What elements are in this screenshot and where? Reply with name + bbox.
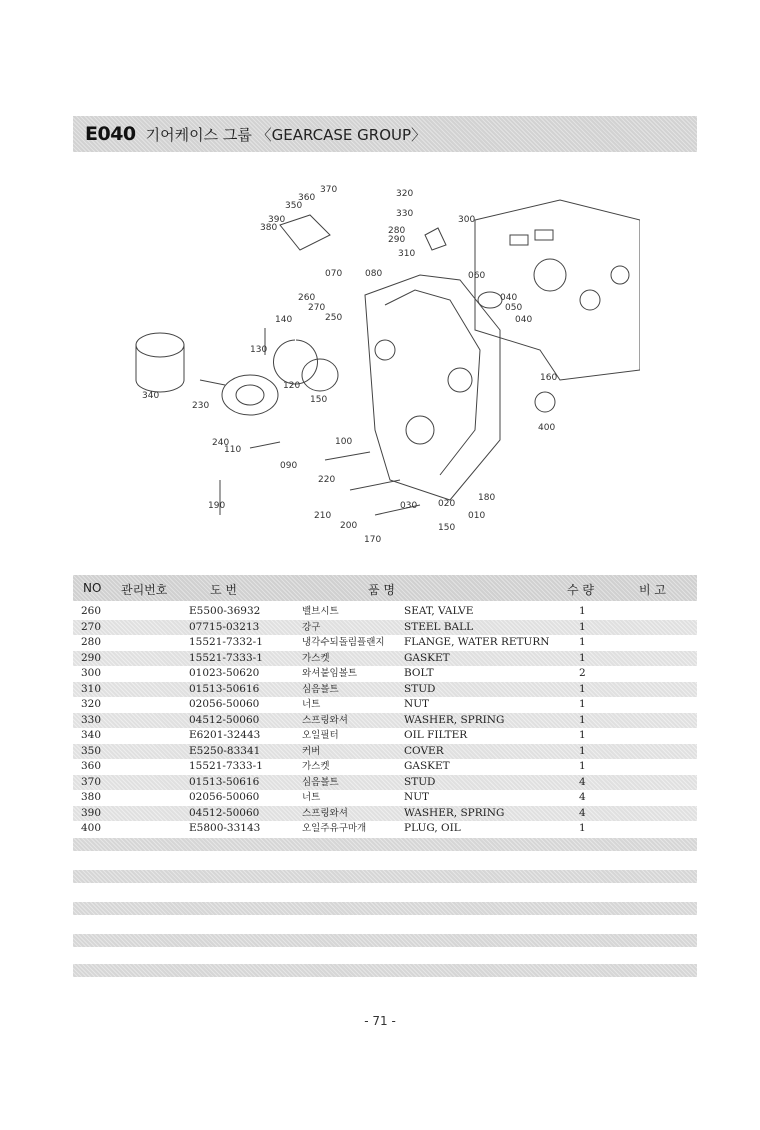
cell-korean-name: 너트 [302, 792, 321, 803]
cell-no: 340 [81, 729, 102, 741]
svg-text:270: 270 [308, 303, 326, 313]
cell-quantity: 4 [579, 775, 586, 788]
cell-quantity: 1 [579, 620, 586, 633]
svg-text:300: 300 [458, 215, 476, 225]
cell-no: 300 [81, 667, 102, 679]
cell-no: 350 [81, 744, 102, 757]
cell-korean-name: 강구 [302, 621, 321, 633]
table-row [73, 620, 697, 636]
cell-korean-name: 심음볼트 [302, 683, 339, 695]
cell-quantity: 1 [579, 713, 586, 726]
table-row [73, 682, 697, 698]
table-row [73, 759, 697, 775]
header-drawing-number: 도 번 [210, 583, 237, 597]
table-row [73, 806, 697, 822]
svg-text:400: 400 [538, 423, 556, 433]
svg-text:350: 350 [285, 201, 303, 211]
header-mgmt-number: 관리번호 [121, 583, 168, 597]
parts-table-body [73, 604, 697, 837]
cell-quantity: 1 [579, 729, 586, 741]
cell-part-number: 04512-50060 [189, 806, 260, 819]
cell-quantity: 1 [579, 698, 586, 710]
svg-text:010: 010 [468, 511, 486, 521]
cell-korean-name: 와셔붙임볼트 [302, 668, 358, 679]
cell-korean-name: 커버 [302, 745, 321, 757]
cell-part-number: 01023-50620 [189, 667, 260, 679]
svg-text:200: 200 [340, 521, 358, 531]
cell-korean-name: 오일필터 [302, 730, 339, 741]
cell-english-name: NUT [404, 791, 430, 803]
section-title: 기어케이스 그룹 〈GEARCASE GROUP〉 [145, 125, 427, 144]
svg-text:290: 290 [388, 235, 406, 245]
empty-row-band [73, 838, 697, 851]
cell-part-number: E5250-83341 [189, 744, 261, 757]
svg-text:360: 360 [298, 193, 316, 203]
cell-part-number: 01513-50616 [189, 682, 260, 695]
cell-korean-name: 밸브시트 [302, 606, 339, 617]
cell-no: 290 [81, 651, 102, 664]
svg-text:150: 150 [438, 523, 456, 533]
svg-text:390: 390 [268, 215, 286, 225]
svg-text:330: 330 [396, 209, 414, 219]
section-title-band [73, 116, 697, 152]
cell-part-number: 02056-50060 [189, 698, 260, 710]
cell-english-name: WASHER, SPRING [404, 713, 505, 726]
cell-english-name: PLUG, OIL [404, 822, 461, 834]
table-row [73, 775, 697, 791]
cell-quantity: 1 [579, 822, 586, 834]
cell-quantity: 2 [579, 667, 586, 679]
svg-text:310: 310 [398, 249, 416, 259]
cell-no: 260 [81, 605, 102, 617]
svg-text:040: 040 [500, 293, 518, 303]
svg-text:030: 030 [400, 501, 418, 511]
svg-text:050: 050 [505, 303, 523, 313]
cell-english-name: NUT [404, 698, 430, 710]
svg-text:060: 060 [468, 271, 486, 281]
table-row [73, 728, 697, 744]
cell-part-number: E6201-32443 [189, 729, 261, 741]
cell-english-name: STUD [404, 775, 436, 788]
header-remarks: 비 고 [639, 583, 666, 597]
cell-part-number: 15521-7333-1 [189, 760, 263, 772]
cell-english-name: STUD [404, 682, 436, 695]
cell-no: 310 [81, 682, 102, 695]
cell-part-number: 02056-50060 [189, 791, 260, 803]
svg-text:190: 190 [208, 501, 226, 511]
cell-quantity: 4 [579, 806, 586, 819]
cell-korean-name: 가스켓 [302, 761, 330, 772]
svg-text:140: 140 [275, 315, 293, 325]
cell-english-name: BOLT [404, 667, 434, 679]
svg-text:180: 180 [478, 493, 496, 503]
svg-text:120: 120 [283, 381, 301, 391]
svg-text:040: 040 [515, 315, 533, 325]
cell-korean-name: 스프링와셔 [302, 807, 348, 819]
cell-korean-name: 스프링와셔 [302, 714, 348, 726]
cell-part-number: E5500-36932 [189, 605, 261, 617]
cell-no: 280 [81, 636, 102, 648]
cell-no: 330 [81, 713, 102, 726]
svg-text:020: 020 [438, 499, 456, 509]
svg-text:250: 250 [325, 313, 343, 323]
svg-text:260: 260 [298, 293, 316, 303]
cell-quantity: 4 [579, 791, 586, 803]
cell-no: 370 [81, 775, 102, 788]
svg-text:340: 340 [142, 391, 160, 401]
table-row [73, 635, 697, 651]
cell-english-name: STEEL BALL [404, 620, 474, 633]
svg-text:230: 230 [192, 401, 210, 411]
cell-english-name: WASHER, SPRING [404, 806, 505, 819]
cell-korean-name: 냉각수되돌림플랜지 [302, 637, 385, 648]
cell-korean-name: 가스켓 [302, 652, 330, 664]
cell-no: 360 [81, 760, 102, 772]
cell-quantity: 1 [579, 605, 586, 617]
cell-quantity: 1 [579, 744, 586, 757]
empty-row-band [73, 934, 697, 947]
svg-text:380: 380 [260, 223, 278, 233]
svg-text:080: 080 [365, 269, 383, 279]
page-number: - 71 - [364, 1014, 396, 1028]
table-row [73, 744, 697, 760]
table-row [73, 666, 697, 682]
parts-table-header [73, 575, 697, 601]
cell-english-name: COVER [404, 744, 444, 757]
cell-quantity: 1 [579, 636, 586, 648]
svg-text:170: 170 [364, 535, 382, 545]
cell-part-number: 04512-50060 [189, 713, 260, 726]
empty-row-band [73, 902, 697, 915]
cell-part-number: 01513-50616 [189, 775, 260, 788]
section-code: E040 [85, 123, 136, 145]
svg-text:370: 370 [320, 185, 338, 195]
header-quantity: 수 량 [567, 583, 594, 597]
cell-quantity: 1 [579, 682, 586, 695]
cell-english-name: GASKET [404, 760, 450, 772]
svg-text:240: 240 [212, 438, 230, 448]
cell-korean-name: 오일주유구마개 [302, 823, 367, 834]
exploded-parts-diagram [120, 180, 640, 550]
table-row [73, 697, 697, 713]
cell-part-number: 15521-7333-1 [189, 651, 263, 664]
svg-text:130: 130 [250, 345, 268, 355]
cell-part-number: 15521-7332-1 [189, 636, 263, 648]
cell-quantity: 1 [579, 760, 586, 772]
cell-part-number: E5800-33143 [189, 822, 261, 834]
svg-text:280: 280 [388, 226, 406, 236]
cell-english-name: GASKET [404, 651, 450, 664]
svg-text:100: 100 [335, 437, 353, 447]
svg-text:220: 220 [318, 475, 336, 485]
cell-no: 380 [81, 791, 102, 803]
cell-no: 400 [81, 822, 102, 834]
table-row [73, 790, 697, 806]
table-row [73, 604, 697, 620]
table-row [73, 651, 697, 667]
cell-english-name: SEAT, VALVE [404, 605, 474, 617]
cell-no: 390 [81, 806, 102, 819]
header-part-name: 품 명 [368, 583, 395, 597]
cell-part-number: 07715-03213 [189, 620, 260, 633]
table-row [73, 821, 697, 837]
cell-english-name: FLANGE, WATER RETURN [404, 636, 550, 648]
cell-quantity: 1 [579, 651, 586, 664]
diagram-svg [120, 180, 640, 550]
table-row [73, 713, 697, 729]
svg-text:070: 070 [325, 269, 343, 279]
svg-text:160: 160 [540, 373, 558, 383]
svg-text:090: 090 [280, 461, 298, 471]
header-no: NO [83, 581, 102, 595]
cell-no: 320 [81, 698, 102, 710]
svg-text:320: 320 [396, 189, 414, 199]
cell-korean-name: 심음볼트 [302, 776, 339, 788]
empty-row-band [73, 964, 697, 977]
empty-row-band [73, 870, 697, 883]
svg-text:210: 210 [314, 511, 332, 521]
cell-korean-name: 너트 [302, 699, 321, 710]
svg-text:150: 150 [310, 395, 328, 405]
svg-text:110: 110 [224, 445, 242, 455]
cell-no: 270 [81, 620, 102, 633]
cell-english-name: OIL FILTER [404, 729, 468, 741]
